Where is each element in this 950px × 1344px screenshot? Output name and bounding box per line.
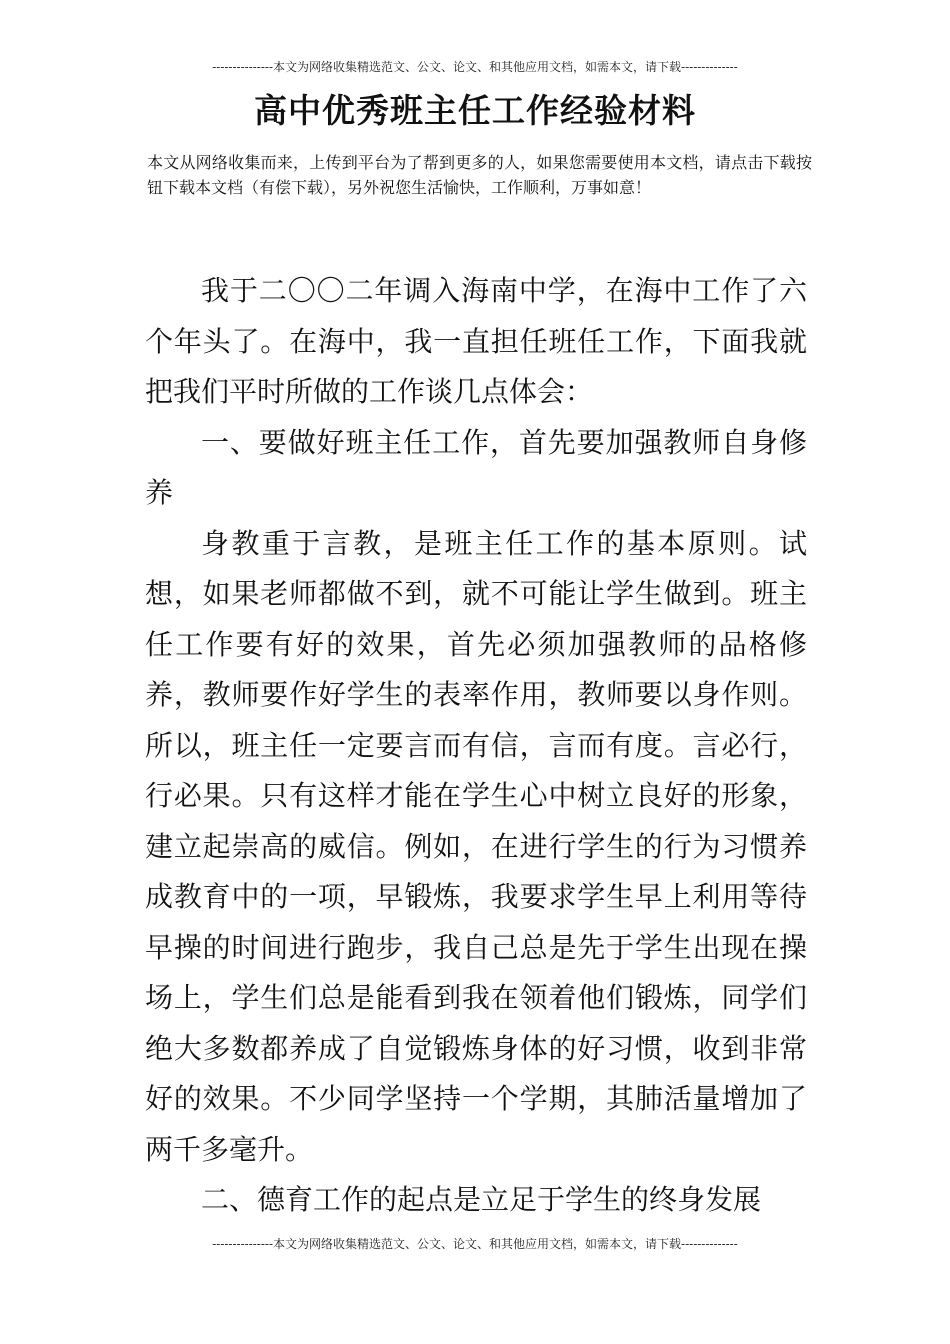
intro-note: 本文从网络收集而来，上传到平台为了帮到更多的人，如果您需要使用本文档，请点击下载按钮下载本文档（有偿下载），另外祝您生活愉快，工作顺利，万事如意！ <box>147 153 812 197</box>
footer-banner: ---------------本文为网络收集精选范文、公文、论文、和其他应用文档，如需本文，请下载-------------- <box>212 1237 738 1251</box>
section-heading-1: 一、要做好班主任工作，首先要加强教师自身修养 <box>145 425 807 509</box>
document-body <box>145 266 807 1226</box>
paragraph-opening: 我于二〇〇二年调入海南中学，在海中工作了六个年头了。在海中，我一直担任班任工作，下面我就把我们平时所做的工作谈几点体会： <box>145 274 807 408</box>
section-heading-2: 二、德育工作的起点是立足于学生的终身发展 <box>201 1183 762 1216</box>
header-banner: ---------------本文为网络收集精选范文、公文、论文、和其他应用文档，如需本文，请下载-------------- <box>212 60 738 74</box>
paragraph-section-1: 身教重于言教，是班主任工作的基本原则。试想，如果老师都做不到，就不可能让学生做到。班主任工作要有好的效果，首先必须加强教师的品格修养，教师要作好学生的表率作用，教师要以身作则。所以，班主任一定要言而有信，言而有度。言必行，行必果。只有这样才能在学生心中树立良好的形象，建立起崇高的威信。例如，在进行学生的行为习惯养成教育中的一项，早锻炼，我要求学生早上利用等待早操的时间进行跑步，我自己总是先于学生出现在操场上，学生们总是能看到我在领着他们锻炼，同学们绝大多数都养成了自觉锻炼身体的好习惯，收到非常好的效果。不少同学坚持一个学期，其肺活量增加了两千多毫升。 <box>145 526 807 1166</box>
document-title: 高中优秀班主任工作经验材料 <box>254 91 696 130</box>
